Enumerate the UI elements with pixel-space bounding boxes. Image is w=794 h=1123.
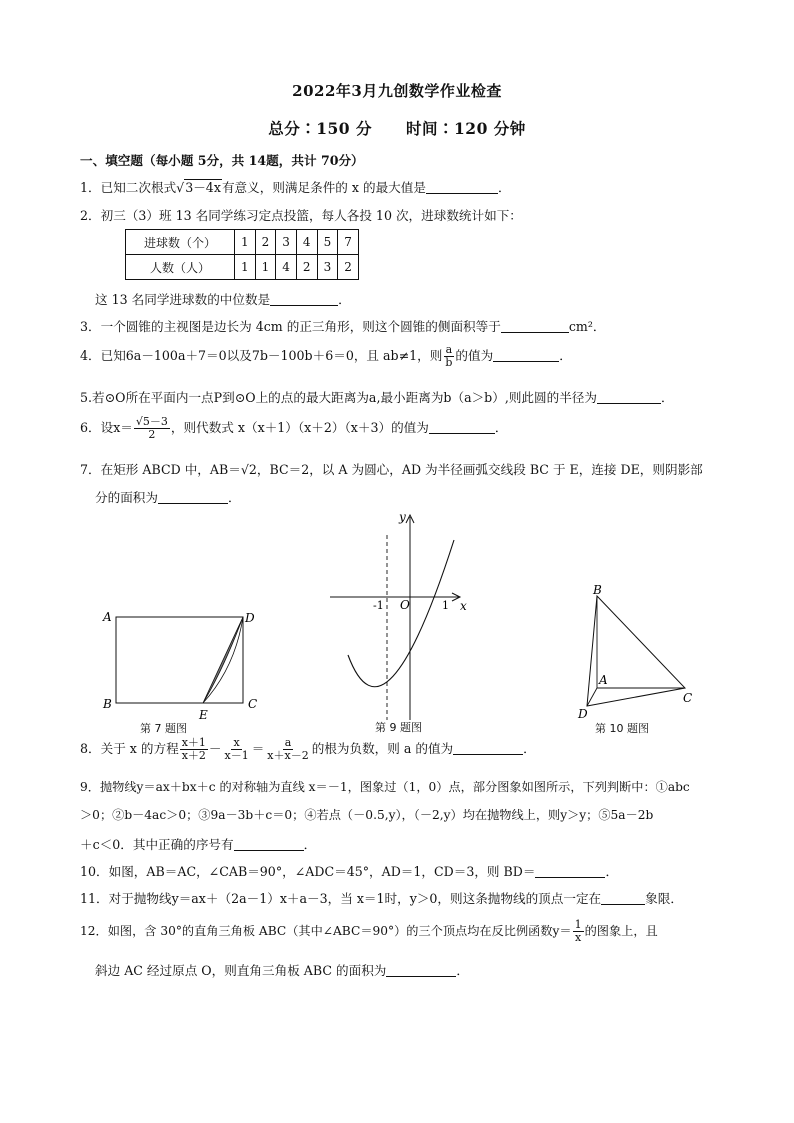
answer-blank-1[interactable] <box>426 181 498 194</box>
caption-figure-9: 第 9 题图 <box>375 721 422 734</box>
section-heading: 一、填空题（每小题 5分，共 14题，共计 70分） <box>80 153 364 168</box>
frac-den: 2 <box>148 428 156 441</box>
question-9: 9．抛物线y＝ax＋bx＋c 的对称轴为直线 x＝－1，图象过（1，0）点，部分图象如图所示，下列判断中：①abc <box>80 780 690 794</box>
q2-followup-text: 这 13 名同学进球数的中位数是 <box>95 292 271 307</box>
frac-den: x－1 <box>224 749 249 762</box>
label-c: C <box>683 691 693 705</box>
label-e: E <box>199 708 208 722</box>
table-cell: 1 <box>235 230 256 255</box>
answer-blank-10[interactable] <box>535 865 605 878</box>
label-origin: O <box>400 598 410 612</box>
q6-text-2: ，则代数式 x（x＋1）（x＋2）（x＋3）的值为 <box>170 420 429 435</box>
label-a: A <box>103 610 112 624</box>
q5-text: 5.若⊙O所在平面内一点P到⊙O上的点的最大距离为a,最小距离为b（a＞b）,则此圆的半径为 <box>80 390 597 405</box>
fraction-1 <box>180 737 208 762</box>
q10-text: 10．如图，AB＝AC，∠CAB＝90°，∠ADC＝45°，AD＝1，CD＝3，则 BD＝ <box>80 864 536 879</box>
minus-sign: － <box>208 741 222 756</box>
table-cell: 3 <box>317 255 338 280</box>
answer-blank-2[interactable] <box>270 293 338 306</box>
q3-unit: cm²． <box>568 319 606 334</box>
label-y: y <box>399 510 406 524</box>
exam-info <box>0 117 794 139</box>
label-a: A <box>599 673 608 687</box>
fraction-a-over-b <box>443 344 454 369</box>
q10-end: ． <box>605 864 619 879</box>
q2-end: ． <box>338 292 351 307</box>
label-b: B <box>103 697 112 711</box>
question-8 <box>80 737 536 762</box>
q1-end: ． <box>497 180 511 195</box>
frac-num: x <box>233 736 240 749</box>
frac-num: 1 <box>574 918 582 931</box>
table-cell: 7 <box>338 230 359 255</box>
q1-text: 1．已知二次根式 <box>80 180 177 195</box>
triangle-bcd <box>587 596 685 706</box>
table-cell: 4 <box>296 230 317 255</box>
parabola <box>348 540 454 687</box>
q6-text: 6．设x＝ <box>80 420 133 435</box>
answer-blank-8[interactable] <box>453 742 523 755</box>
label-x: x <box>460 599 467 613</box>
q4-text: 4．已知6a－100a＋7＝0以及7b－100b＋6＝0，且 ab≠1，则 <box>80 348 443 363</box>
question-2-followup <box>95 289 351 308</box>
question-12 <box>80 919 658 944</box>
q12-end: ． <box>456 963 469 978</box>
table-header-goals: 进球数（个） <box>126 230 235 255</box>
label-neg-one: -1 <box>373 599 384 612</box>
q9-text-3: ＋c＜0．其中正确的序号有 <box>80 837 234 852</box>
table-row <box>126 255 359 280</box>
q1-text-2: 有意义，则满足条件的 x 的最大值是 <box>221 180 426 195</box>
label-d: D <box>578 707 588 718</box>
answer-blank-6[interactable] <box>429 421 495 434</box>
table-cell: 2 <box>338 255 359 280</box>
table-header-people: 人数（人） <box>126 255 235 280</box>
question-3 <box>80 316 605 335</box>
q12-text-2: 的图象上，且 <box>584 924 658 938</box>
frac-den: x＋2 <box>181 749 206 762</box>
answer-blank-3[interactable] <box>501 320 569 333</box>
frac-den: b <box>445 356 453 369</box>
sqrt-sign: √ <box>176 180 185 195</box>
table-cell: 5 <box>317 230 338 255</box>
question-1 <box>80 177 511 196</box>
total-score: 总分∶150 分 <box>268 119 372 138</box>
answer-blank-7[interactable] <box>158 491 228 504</box>
fraction-1-over-x <box>573 919 584 944</box>
figure-10 <box>570 578 705 718</box>
table-cell: 1 <box>235 255 256 280</box>
figure-7 <box>95 600 270 740</box>
shaded-region <box>203 617 243 703</box>
q7-text-2: 分的面积为 <box>95 490 158 505</box>
q12-text-3: 斜边 AC 经过原点 O，则直角三角板 ABC 的面积为 <box>95 963 387 978</box>
caption-figure-7: 第 7 题图 <box>140 722 187 735</box>
frac-num: √5－3 <box>135 415 168 428</box>
fraction-sqrt5 <box>134 416 170 441</box>
fraction-3 <box>265 737 310 762</box>
table-cell: 4 <box>276 255 297 280</box>
q12-text: 12．如图，含 30°的直角三角板 ABC（其中∠ABC＝90°）的三个顶点均在反比例函数y＝ <box>80 924 572 938</box>
q8-text: 8．关于 x 的方程 <box>80 741 179 756</box>
question-11 <box>80 888 683 907</box>
q1-radicand: 3－4x <box>185 180 221 195</box>
q7-end: ． <box>227 490 241 505</box>
exam-time: 时间∶120 分钟 <box>406 119 526 138</box>
table-cell: 1 <box>255 255 276 280</box>
label-d: D <box>245 611 255 625</box>
q3-text: 3．一个圆锥的主视图是边长为 4cm 的正三角形，则这个圆锥的侧面积等于 <box>80 319 501 334</box>
question-10 <box>80 861 618 880</box>
frac-num: x＋1 <box>181 736 206 749</box>
question-4 <box>80 344 572 369</box>
label-one: 1 <box>442 599 449 612</box>
q8-text-2: 的根为负数，则 a 的值为 <box>311 741 454 756</box>
table-cell: 2 <box>255 230 276 255</box>
q8-end: ． <box>523 741 536 756</box>
q5-end: ． <box>660 390 674 405</box>
question-2: 2．初三（3）班 13 名同学练习定点投篮，每人各投 10 次，进球数统计如下： <box>80 208 522 223</box>
q9-end: ． <box>303 837 317 852</box>
caption-figure-10: 第 10 题图 <box>595 722 649 735</box>
table-row <box>126 230 359 255</box>
question-9-line3 <box>80 834 316 853</box>
q11-text: 11．对于抛物线y＝ax＋（2a－1）x＋a－3，当 x＝1时，y＞0，则这条抛物线的顶点一定在 <box>80 891 602 906</box>
answer-blank-5[interactable] <box>597 391 661 404</box>
question-12-line2 <box>95 960 469 979</box>
frac-den: x＋x－2 <box>267 749 309 762</box>
equals-sign: ＝ <box>251 741 265 756</box>
q6-end: ． <box>494 420 508 435</box>
frac-den: x <box>575 931 582 944</box>
question-5 <box>80 387 674 406</box>
label-c: C <box>248 697 258 711</box>
answer-blank-12[interactable] <box>386 964 456 977</box>
question-7: 7．在矩形 ABCD 中，AB＝√2，BC＝2，以 A 为圆心，AD 为半径画弧交线段 BC 于 E，连接 DE，则阴影部 <box>80 462 703 477</box>
answer-blank-11[interactable] <box>601 892 645 905</box>
frac-num: a <box>284 736 292 749</box>
question-9-line2: ＞0；②b－4ac＞0；③9a－3b＋c＝0；④若点（－0.5,y），（－2,y）均在抛物线上，则y＞y；⑤5a－2b <box>80 808 654 822</box>
frac-num: a <box>445 343 453 356</box>
table-cell: 3 <box>276 230 297 255</box>
page-title: 2022年3月九创数学作业检查 <box>292 82 502 100</box>
table-cell: 2 <box>296 255 317 280</box>
q11-end: 象限． <box>645 891 683 906</box>
answer-blank-9[interactable] <box>234 838 304 851</box>
goals-table <box>125 229 359 280</box>
q4-text-2: 的值为 <box>455 348 494 363</box>
figure-9 <box>320 505 480 730</box>
fraction-2 <box>222 737 250 762</box>
answer-blank-4[interactable] <box>493 349 559 362</box>
q4-end: ． <box>559 348 572 363</box>
question-6 <box>80 416 507 441</box>
label-b: B <box>593 583 602 597</box>
question-7-line2 <box>95 487 241 506</box>
